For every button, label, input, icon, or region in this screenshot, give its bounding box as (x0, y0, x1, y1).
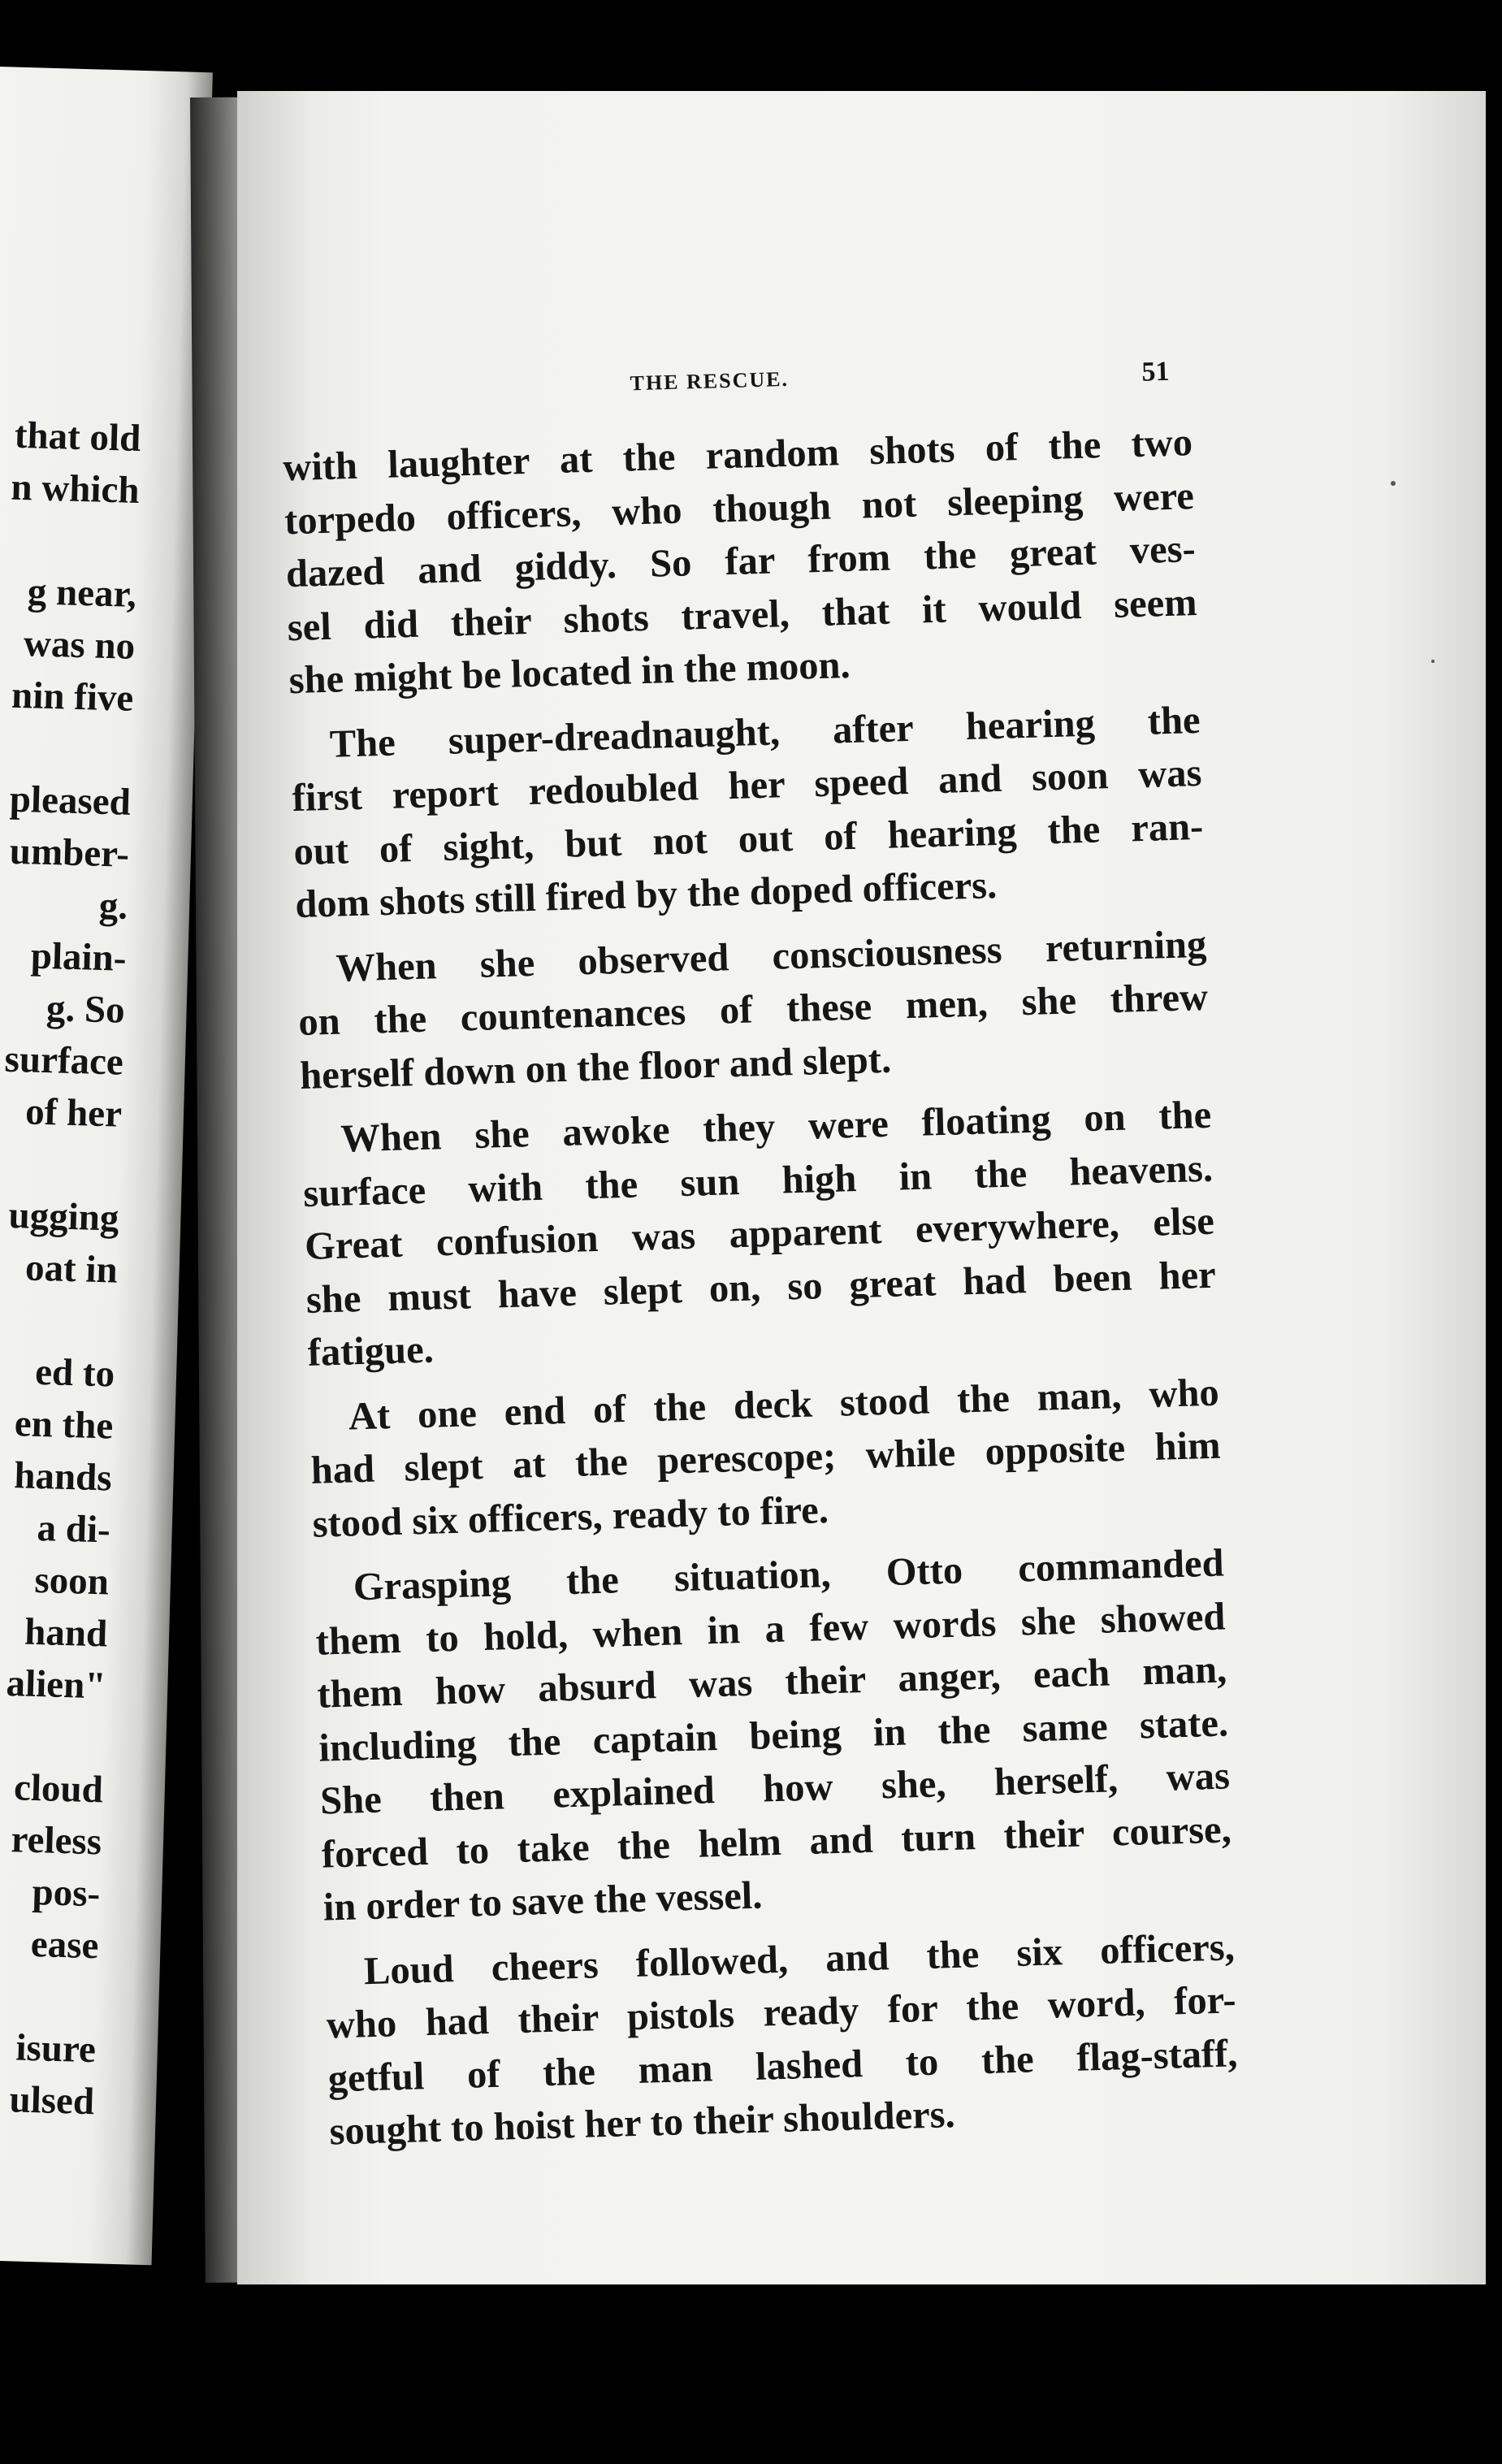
left-page-line: of her (24, 1090, 123, 1136)
text-line: dom shots still fired by the doped officers. (294, 863, 998, 927)
text-line: them to hold, when in a few words she showed (314, 1594, 1227, 1664)
left-page-line: g near, (27, 570, 137, 616)
text-line: who had their pistols ready for the word, for- (326, 1978, 1237, 2047)
left-page-line: plain- (30, 934, 128, 980)
left-page-line: isure (15, 2026, 97, 2072)
left-page-line: n which (10, 466, 141, 512)
paragraph (297, 917, 1210, 1102)
text-line: with laughter at the random shots of the two (282, 421, 1193, 490)
text-line: had slept at the perescope; while opposite him (310, 1423, 1222, 1492)
body-text (282, 416, 1240, 2159)
text-line: in order to save the vessel. (322, 1873, 764, 1929)
text-line: including the captain being in the same state. (318, 1700, 1229, 1770)
text-line: Great confusion was apparent everywhere, else (304, 1199, 1215, 1268)
left-page-line: surface (3, 1037, 124, 1084)
text-line: dazed and giddy. So far from the great ves- (285, 527, 1197, 596)
left-page-line: was no (23, 622, 136, 668)
text-line: herself down on the floor and slept. (299, 1037, 892, 1098)
page-number: 51 (1141, 356, 1171, 388)
left-page-line: ed to (34, 1350, 115, 1396)
left-page-line: g. (98, 884, 128, 928)
text-line: getful of the man lashed to the flag-staff, (327, 2031, 1239, 2101)
left-page-line: pos- (31, 1870, 101, 1916)
left-page-line: hand (24, 1610, 108, 1656)
left-page-line: a di- (36, 1506, 111, 1552)
text-line: When she awoke they were floating on the (340, 1093, 1212, 1161)
left-page-line: cloud (13, 1766, 104, 1812)
left-page-line: ease (30, 1922, 100, 1968)
text-line: stood six officers, ready to fire. (311, 1487, 829, 1546)
paragraph (301, 1089, 1218, 1380)
paper-speck (1391, 481, 1396, 486)
left-page-line: alien" (5, 1662, 107, 1708)
text-line: she might be located in the moon. (288, 643, 851, 703)
text-line: She then explained how she, herself, was (319, 1754, 1231, 1823)
text-line: forced to take the helm and turn their course, (321, 1807, 1232, 1877)
text-line: Loud cheers followed, and the six officers, (363, 1925, 1236, 1993)
left-page-line: g. So (45, 987, 126, 1032)
left-page-line: soon (33, 1558, 110, 1604)
left-page-line: ugging (7, 1193, 120, 1240)
text-line: them how absurd was their anger, each man, (316, 1648, 1227, 1717)
left-page-line: en the (14, 1402, 115, 1448)
left-page-text (0, 67, 151, 2124)
text-line: on the countenances of these men, she threw (297, 975, 1209, 1045)
text-line: When she observed consciousness returning (335, 922, 1207, 990)
paragraph (282, 416, 1199, 708)
paragraph (309, 1366, 1223, 1551)
page-content (208, 74, 1502, 2302)
paper-speck (1431, 660, 1435, 663)
paragraph (290, 693, 1205, 931)
text-line: surface with the sun high in the heavens. (302, 1146, 1214, 1215)
left-page-line: ulsed (8, 2078, 95, 2124)
text-line: first report redoubled her speed and soon was (292, 751, 1203, 821)
text-line: sel did their shots travel, that it would seem (287, 580, 1198, 649)
book-page (237, 91, 1486, 2284)
paragraph (314, 1537, 1233, 1935)
left-page-line: umber- (9, 829, 130, 876)
text-line: The super-dreadnaught, after hearing the (329, 698, 1201, 766)
text-line: she must have slept on, so great had been her (305, 1253, 1217, 1322)
left-page-line: oat in (24, 1246, 119, 1292)
left-page-line: reless (10, 1818, 102, 1864)
paragraph (324, 1921, 1240, 2159)
text-line: fatigue. (307, 1327, 435, 1375)
text-line: sought to hoist her to their shoulders. (328, 2093, 956, 2154)
left-page-line: hands (13, 1454, 113, 1500)
text-line: At one end of the deck stood the man, who (348, 1371, 1220, 1439)
left-page-line: nin five (11, 673, 135, 720)
left-page-line: pleased (9, 777, 132, 824)
text-line: out of sight, but not out of hearing the ran- (292, 804, 1204, 873)
left-facing-page (0, 67, 213, 2265)
text-line: torpedo officers, who though not sleeping were (284, 474, 1195, 543)
text-line: Grasping the situation, Otto commanded (353, 1541, 1225, 1609)
left-page-line: that old (14, 414, 142, 461)
running-head: THE RESCUE. (630, 366, 790, 396)
